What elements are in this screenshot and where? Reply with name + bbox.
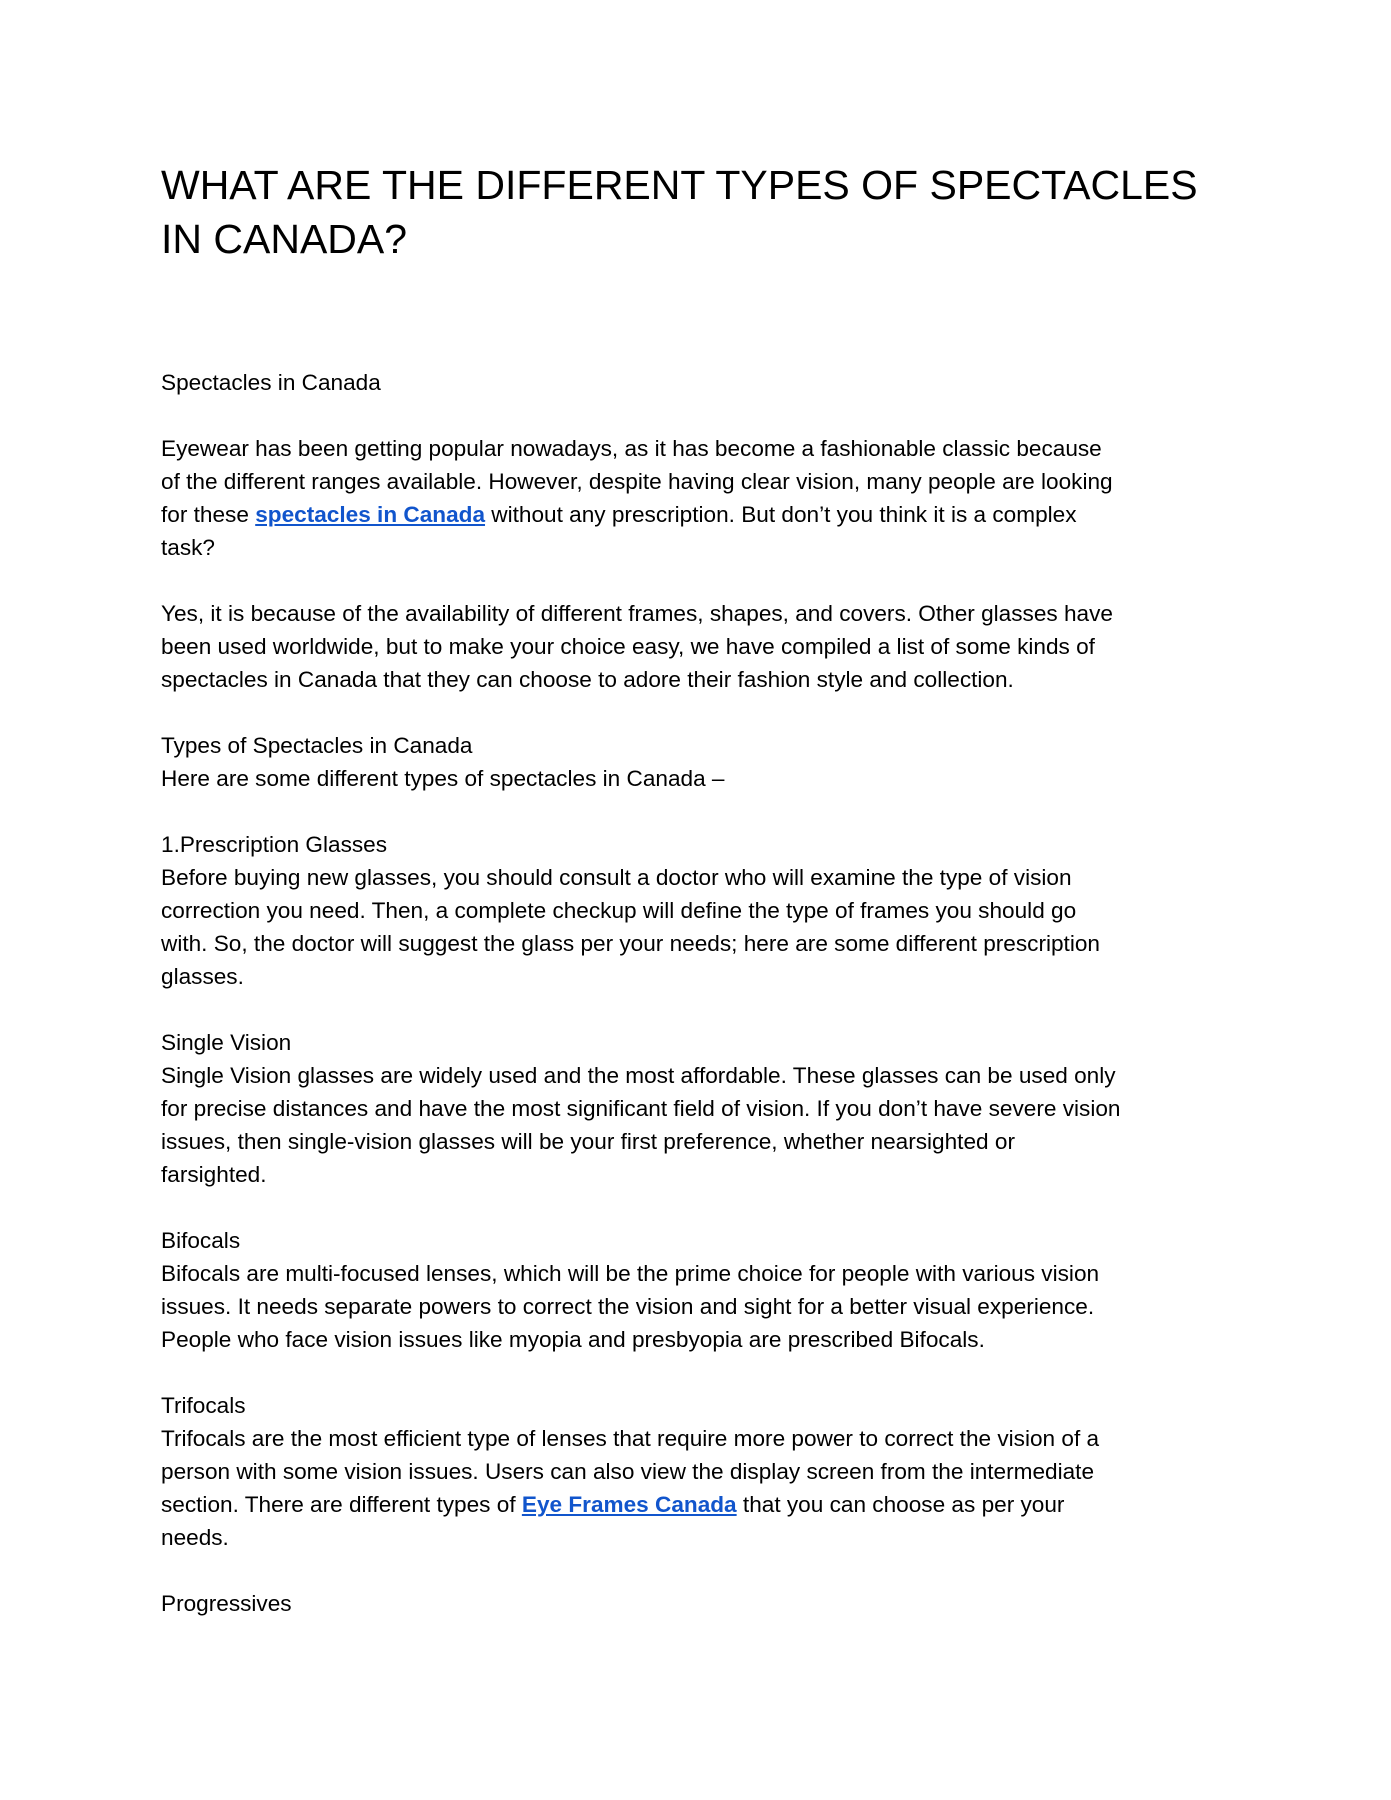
paragraph <box>161 366 1121 399</box>
text-line <box>161 1488 1121 1521</box>
text-line <box>161 597 1121 630</box>
text-segment: Trifocals <box>161 1393 246 1418</box>
text-line <box>161 927 1121 960</box>
text-line <box>161 1587 1121 1620</box>
hyperlink[interactable]: Eye Frames Canada <box>521 1492 737 1517</box>
text-line <box>161 663 1121 696</box>
text-line <box>161 1257 1121 1290</box>
text-segment: task? <box>161 535 216 560</box>
text-segment: for these <box>161 502 256 527</box>
text-segment: with. So, the doctor will suggest the glass per your needs; here are some different prescription <box>161 931 1100 956</box>
text-line <box>161 1224 1121 1257</box>
hyperlink[interactable]: spectacles in Canada <box>255 502 486 527</box>
text-line <box>161 1290 1121 1323</box>
text-segment: issues. It needs separate powers to correct the vision and sight for a better visual experience. <box>161 1294 1095 1319</box>
text-segment: Before buying new glasses, you should consult a doctor who will examine the type of vision <box>161 865 1072 890</box>
document-body <box>161 366 1121 1653</box>
text-line <box>161 960 1121 993</box>
text-segment: glasses. <box>161 964 244 989</box>
text-line <box>161 828 1121 861</box>
text-segment: Eyewear has been getting popular nowadays, as it has become a fashionable classic because <box>161 436 1102 461</box>
text-line <box>161 1158 1121 1191</box>
text-line <box>161 465 1121 498</box>
text-segment: farsighted. <box>161 1162 267 1187</box>
paragraph <box>161 1389 1121 1554</box>
text-segment: Bifocals <box>161 1228 241 1253</box>
text-segment: Bifocals are multi-focused lenses, which will be the prime choice for people with various vision <box>161 1261 1100 1286</box>
text-segment: person with some vision issues. Users can also view the display screen from the intermediate <box>161 1459 1095 1484</box>
text-line <box>161 1026 1121 1059</box>
text-segment: without any prescription. But don’t you think it is a complex <box>485 502 1077 527</box>
text-line <box>161 1389 1121 1422</box>
text-segment: needs. <box>161 1525 229 1550</box>
text-line <box>161 762 1121 795</box>
text-segment: Single Vision <box>161 1030 292 1055</box>
text-line <box>161 432 1121 465</box>
text-segment: Progressives <box>161 1591 292 1616</box>
text-segment: Single Vision glasses are widely used and the most affordable. These glasses can be used only <box>161 1063 1116 1088</box>
text-line <box>161 1455 1121 1488</box>
paragraph <box>161 432 1121 564</box>
text-segment: Types of Spectacles in Canada <box>161 733 473 758</box>
text-segment: section. There are different types of <box>161 1492 522 1517</box>
text-segment: correction you need. Then, a complete checkup will define the type of frames you should go <box>161 898 1077 923</box>
paragraph <box>161 1026 1121 1191</box>
text-segment: People who face vision issues like myopia and presbyopia are prescribed Bifocals. <box>161 1327 985 1352</box>
text-segment: issues, then single-vision glasses will be your first preference, whether nearsighted or <box>161 1129 1015 1154</box>
text-segment: Yes, it is because of the availability of different frames, shapes, and covers. Other glasses have <box>161 601 1113 626</box>
text-segment: for precise distances and have the most significant field of vision. If you don’t have severe vision <box>161 1096 1121 1121</box>
text-line <box>161 1323 1121 1356</box>
text-segment: Spectacles in Canada <box>161 370 381 395</box>
text-segment: spectacles in Canada that they can choose to adore their fashion style and collection. <box>161 667 1014 692</box>
text-line <box>161 1521 1121 1554</box>
paragraph <box>161 1587 1121 1620</box>
text-segment: 1.Prescription Glasses <box>161 832 388 857</box>
text-line <box>161 366 1121 399</box>
paragraph <box>161 597 1121 696</box>
text-line <box>161 894 1121 927</box>
document-title <box>161 158 1198 266</box>
text-line <box>161 498 1121 531</box>
text-segment: of the different ranges available. However, despite having clear vision, many people are looking <box>161 469 1113 494</box>
paragraph <box>161 1224 1121 1356</box>
paragraph <box>161 828 1121 993</box>
text-line <box>161 861 1121 894</box>
text-segment: been used worldwide, but to make your choice easy, we have compiled a list of some kinds of <box>161 634 1095 659</box>
text-line <box>161 531 1121 564</box>
paragraph <box>161 729 1121 795</box>
text-segment: Trifocals are the most efficient type of lenses that require more power to correct the vision of a <box>161 1426 1100 1451</box>
text-line <box>161 729 1121 762</box>
text-segment: that you can choose as per your <box>736 1492 1065 1517</box>
text-line <box>161 630 1121 663</box>
text-line <box>161 1059 1121 1092</box>
title-line: IN CANADA? <box>161 216 408 262</box>
text-line <box>161 1125 1121 1158</box>
text-line <box>161 1422 1121 1455</box>
text-segment: Here are some different types of spectacles in Canada – <box>161 766 725 791</box>
title-line: WHAT ARE THE DIFFERENT TYPES OF SPECTACLES <box>161 162 1198 208</box>
text-line <box>161 1092 1121 1125</box>
